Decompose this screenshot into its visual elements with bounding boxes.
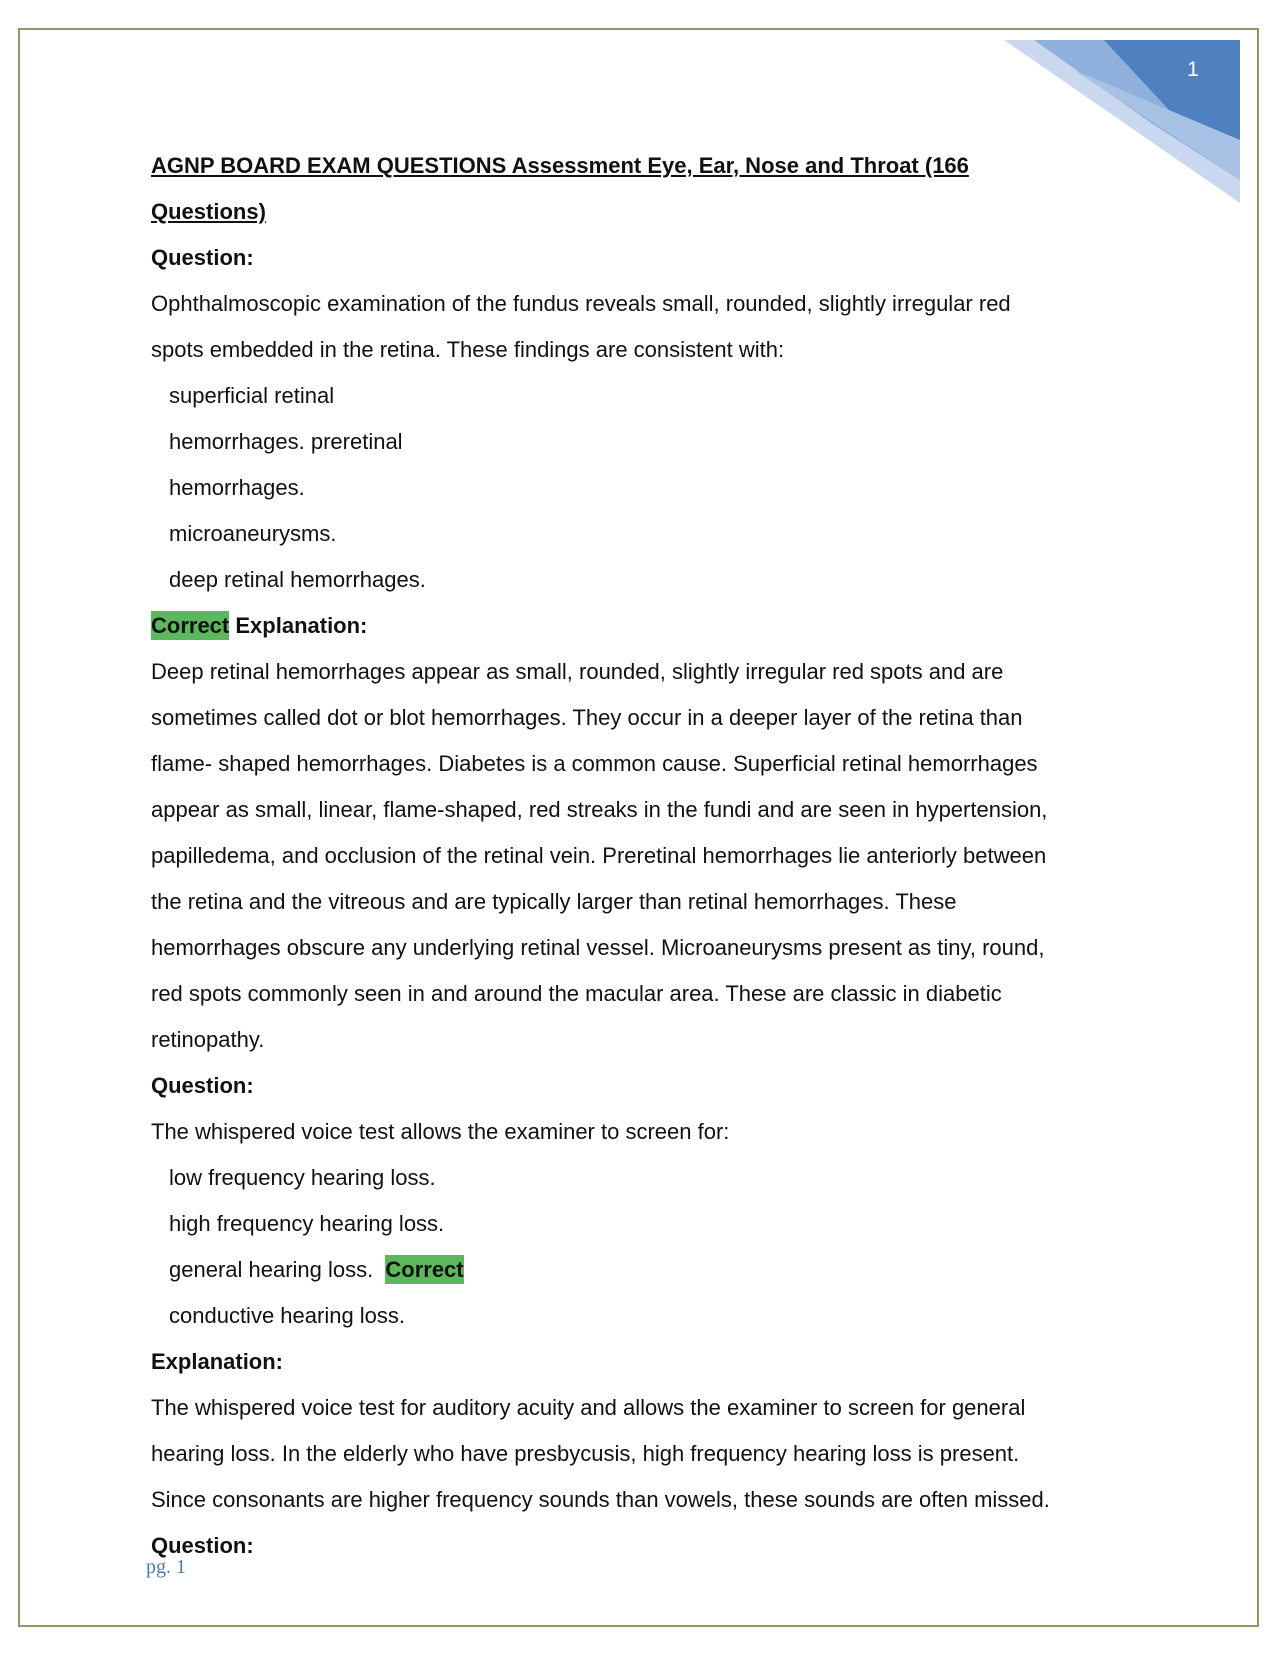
answer-option: deep retinal hemorrhages.	[169, 567, 426, 592]
explanation-heading	[151, 603, 1111, 649]
explanation-text: retinopathy.	[151, 1027, 265, 1052]
explanation-text: flame- shaped hemorrhages. Diabetes is a common cause. Superficial retinal hemorrhages	[151, 751, 1038, 776]
explanation-text: appear as small, linear, flame-shaped, red streaks in the fundi and are seen in hypertension,	[151, 797, 1048, 822]
document-body	[151, 143, 1111, 1569]
explanation-text: red spots commonly seen in and around the macular area. These are classic in diabetic	[151, 981, 1002, 1006]
answer-option-text: general hearing loss.	[169, 1257, 374, 1282]
question-stem: The whispered voice test allows the examiner to screen for:	[151, 1119, 730, 1144]
question-label: Question:	[151, 245, 254, 270]
explanation-text: hemorrhages obscure any underlying retinal vessel. Microaneurysms present as tiny, round,	[151, 935, 1045, 960]
question-stem: Ophthalmoscopic examination of the fundus reveals small, rounded, slightly irregular red	[151, 291, 1011, 316]
question-stem: spots embedded in the retina. These findings are consistent with:	[151, 337, 785, 362]
correct-highlight: Correct	[151, 613, 230, 638]
answer-option: hemorrhages. preretinal	[169, 429, 403, 454]
document-title-line1: AGNP BOARD EXAM QUESTIONS Assessment Eye, Ear, Nose and Throat (166	[151, 153, 969, 178]
page-number-top: 1	[1187, 58, 1199, 81]
answer-option-correct	[151, 1247, 1111, 1293]
explanation-text: papilledema, and occlusion of the retinal vein. Preretinal hemorrhages lie anteriorly between	[151, 843, 1047, 868]
answer-option: hemorrhages.	[169, 475, 305, 500]
answer-option: low frequency hearing loss.	[169, 1165, 436, 1190]
answer-option: microaneurysms.	[169, 521, 337, 546]
explanation-text: The whispered voice test for auditory acuity and allows the examiner to screen for general	[151, 1395, 1026, 1420]
answer-option: conductive hearing loss.	[169, 1303, 406, 1328]
explanation-text: the retina and the vitreous and are typically larger than retinal hemorrhages. These	[151, 889, 957, 914]
explanation-text: Since consonants are higher frequency sounds than vowels, these sounds are often missed.	[151, 1487, 1050, 1512]
explanation-text: hearing loss. In the elderly who have presbycusis, high frequency hearing loss is present.	[151, 1441, 1020, 1466]
question-label: Question:	[151, 1533, 254, 1558]
explanation-text: Deep retinal hemorrhages appear as small, rounded, slightly irregular red spots and are	[151, 659, 1004, 684]
explanation-text: sometimes called dot or blot hemorrhages. They occur in a deeper layer of the retina than	[151, 705, 1023, 730]
correct-highlight: Correct	[385, 1257, 464, 1282]
explanation-label: Explanation:	[151, 1349, 284, 1374]
explanation-label: Explanation:	[235, 613, 368, 638]
answer-option: high frequency hearing loss.	[169, 1211, 445, 1236]
page-footer: pg. 1	[146, 1556, 186, 1578]
answer-option: superficial retinal	[169, 383, 335, 408]
question-label: Question:	[151, 1073, 254, 1098]
document-title-line2: Questions)	[151, 199, 266, 224]
